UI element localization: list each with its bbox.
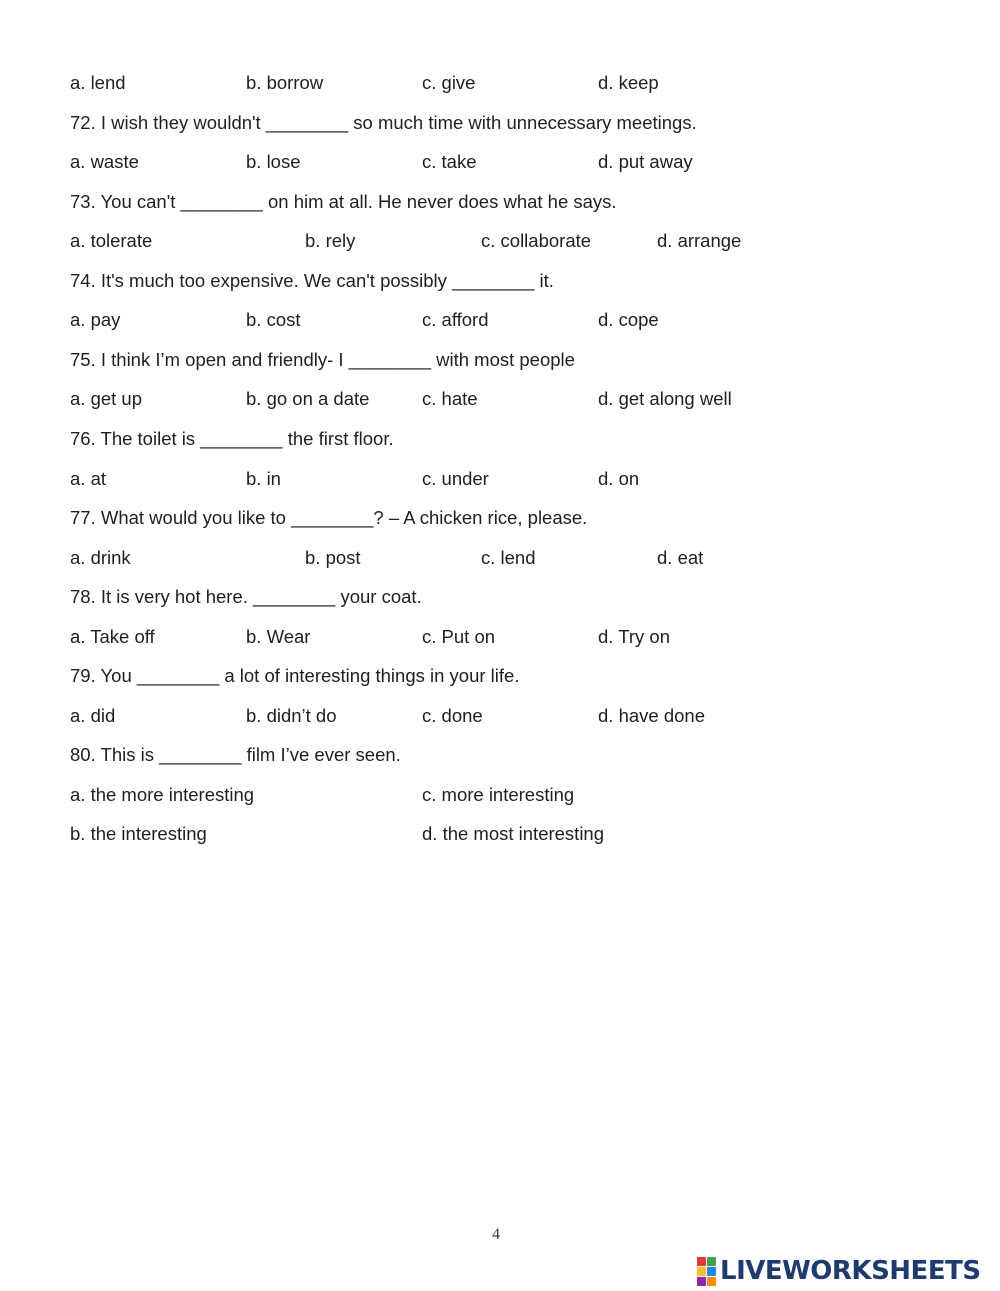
logo-block <box>697 1267 706 1276</box>
answer-option: d. get along well <box>598 388 732 410</box>
answer-option: d. eat <box>657 546 704 568</box>
answer-option: c. Put on <box>422 625 496 647</box>
answer-option: d. cope <box>598 309 659 331</box>
answer-option: b. in <box>246 467 281 489</box>
answer-option: a. pay <box>70 309 121 331</box>
question-text: 78. It is very hot here. ________ your coat. <box>70 586 422 608</box>
answer-option: c. more interesting <box>422 783 575 805</box>
answer-option: a. tolerate <box>70 230 153 252</box>
answer-option: d. put away <box>598 151 693 173</box>
logo-blocks-icon <box>697 1257 716 1286</box>
answer-option: a. at <box>70 467 106 489</box>
answer-option: c. give <box>422 72 476 93</box>
answer-option: d. arrange <box>657 230 742 252</box>
page-number: 4 <box>492 1226 500 1243</box>
answer-option: a. did <box>70 704 116 726</box>
logo-block <box>707 1277 716 1286</box>
answer-option: d. the most interesting <box>422 823 605 845</box>
answer-option: a. get up <box>70 388 143 410</box>
question-text: 76. The toilet is ________ the first floor. <box>70 427 394 449</box>
answer-option: b. didn’t do <box>246 704 337 726</box>
question-text: 74. It's much too expensive. We can't possibly ________ it. <box>70 269 554 291</box>
question-text: 75. I think I’m open and friendly- I ________ with most people <box>70 348 575 370</box>
answer-option: c. lend <box>481 546 536 568</box>
answer-option: d. on <box>598 467 640 489</box>
logo-block <box>707 1267 716 1276</box>
answer-option: b. go on a date <box>246 388 370 410</box>
brand-name: LIVEWORKSHEETS <box>720 1256 981 1286</box>
answer-option: b. post <box>305 546 361 568</box>
answer-option: b. lose <box>246 151 301 173</box>
answer-option: d. Try on <box>598 625 670 647</box>
answer-option: a. drink <box>70 546 131 568</box>
question-text: 73. You can't ________ on him at all. He never does what he says. <box>70 190 617 212</box>
question-text: 79. You ________ a lot of interesting things in your life. <box>70 665 520 687</box>
answer-option: b. Wear <box>246 625 311 647</box>
answer-option: d. have done <box>598 704 705 726</box>
question-text: 77. What would you like to ________? – A chicken rice, please. <box>70 507 588 529</box>
answer-option: a. Take off <box>70 625 155 647</box>
answer-option: c. collaborate <box>481 230 592 252</box>
answer-option: c. hate <box>422 388 478 410</box>
question-text: 80. This is ________ film I’ve ever seen. <box>70 744 401 766</box>
logo-block <box>697 1257 706 1266</box>
answer-option: a. waste <box>70 151 139 173</box>
logo-block <box>707 1257 716 1266</box>
answer-option: c. under <box>422 467 489 489</box>
answer-option: a. lend <box>70 72 126 93</box>
answer-option: a. the more interesting <box>70 783 255 805</box>
answer-option: b. cost <box>246 309 301 331</box>
answer-option: c. done <box>422 704 483 726</box>
answer-option: c. take <box>422 151 477 173</box>
answer-option: d. keep <box>598 72 659 93</box>
liveworksheets-logo[interactable] <box>697 1254 981 1288</box>
answer-option: c. afford <box>422 309 489 331</box>
question-text: 72. I wish they wouldn't ________ so much time with unnecessary meetings. <box>70 111 697 133</box>
logo-block <box>697 1277 706 1286</box>
answer-option: b. rely <box>305 230 356 252</box>
answer-option: b. borrow <box>246 72 324 93</box>
answer-option: b. the interesting <box>70 823 207 845</box>
